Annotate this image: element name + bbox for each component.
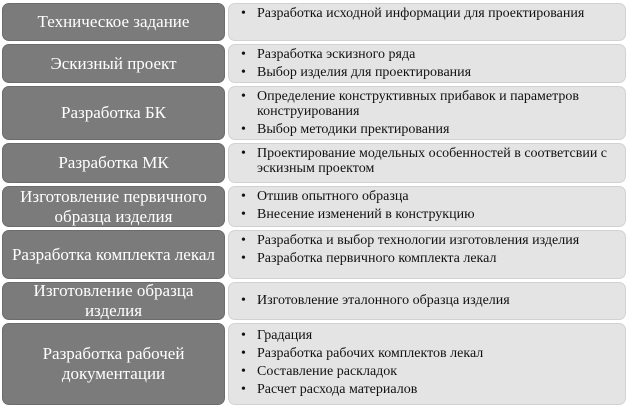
task-item: • Разработка первичного комплекта лекал (241, 251, 497, 266)
task-item: • Выбор изделия для проектирования (241, 65, 472, 80)
task-item: • Разработка эскизного ряда (241, 47, 416, 62)
bullet-icon: • (241, 6, 246, 21)
task-box-model-construction (228, 143, 626, 183)
stage-box-working-docs (2, 323, 225, 405)
bullet-icon: • (241, 293, 246, 308)
stage-title: Разработка БК (60, 103, 166, 122)
stage-box-sketch-project (2, 44, 225, 83)
task-item: • Отшив опытного образца (241, 189, 409, 204)
bullet-icon: • (241, 65, 246, 80)
task-item: • Изготовление эталонного образца изделия (241, 293, 510, 308)
task-item: • Составление раскладок (241, 364, 398, 379)
bullet-icon: • (241, 189, 246, 204)
task-item: • Градация (241, 328, 313, 343)
bullet-icon: • (241, 364, 246, 379)
task-item: • Расчет расхода материалов (241, 382, 418, 397)
bullet-icon: • (241, 346, 246, 361)
stage-title: Разработка МК (58, 153, 169, 172)
stage-title: Разработка рабочей документации (42, 344, 185, 383)
task-box-sketch-project (228, 44, 626, 83)
task-box-working-docs (228, 323, 626, 405)
bullet-icon: • (241, 233, 246, 248)
bullet-icon: • (241, 89, 246, 104)
task-box-pattern-set (228, 230, 626, 279)
stage-title: Эскизный проект (50, 53, 177, 73)
stage-title: Техническое задание (37, 12, 190, 31)
task-box-reference-sample (228, 282, 626, 320)
stage-box-model-construction (2, 143, 225, 183)
bullet-icon: • (241, 47, 246, 62)
bullet-icon: • (241, 328, 246, 343)
stage-title: Разработка комплекта лекал (11, 244, 216, 264)
task-item: • Разработка и выбор технологии изготовления изделия (241, 233, 580, 248)
task-box-first-sample (228, 186, 626, 227)
task-item: • Разработка рабочих комплектов лекал (241, 346, 484, 361)
bullet-icon: • (241, 251, 246, 266)
bullet-icon: • (241, 382, 246, 397)
stage-box-base-construction (2, 86, 225, 140)
stage-box-reference-sample (2, 282, 225, 320)
bullet-icon: • (241, 146, 246, 161)
task-box-technical-assignment (228, 3, 626, 41)
stage-box-first-sample (2, 186, 225, 227)
bullet-icon: • (241, 122, 246, 137)
stage-title: Изготовление образца изделия (33, 281, 194, 320)
bullet-icon: • (241, 207, 246, 222)
task-box-base-construction (228, 86, 626, 140)
task-item: • Выбор методики пректирования (241, 122, 450, 137)
task-item: • Внесение изменений в конструкцию (241, 207, 475, 222)
stage-box-pattern-set (2, 230, 225, 279)
task-item: • Разработка исходной информации для проектирования (241, 6, 585, 21)
stage-box-technical-assignment (2, 3, 225, 41)
task-item: • Определение конструктивных прибавок и параметров конструирования (241, 89, 580, 119)
task-item: • Проектирование модельных особенностей в соответсвии с эскизным проектом (241, 146, 608, 176)
stage-title: Изготовление первичного образца изделия (20, 186, 207, 226)
